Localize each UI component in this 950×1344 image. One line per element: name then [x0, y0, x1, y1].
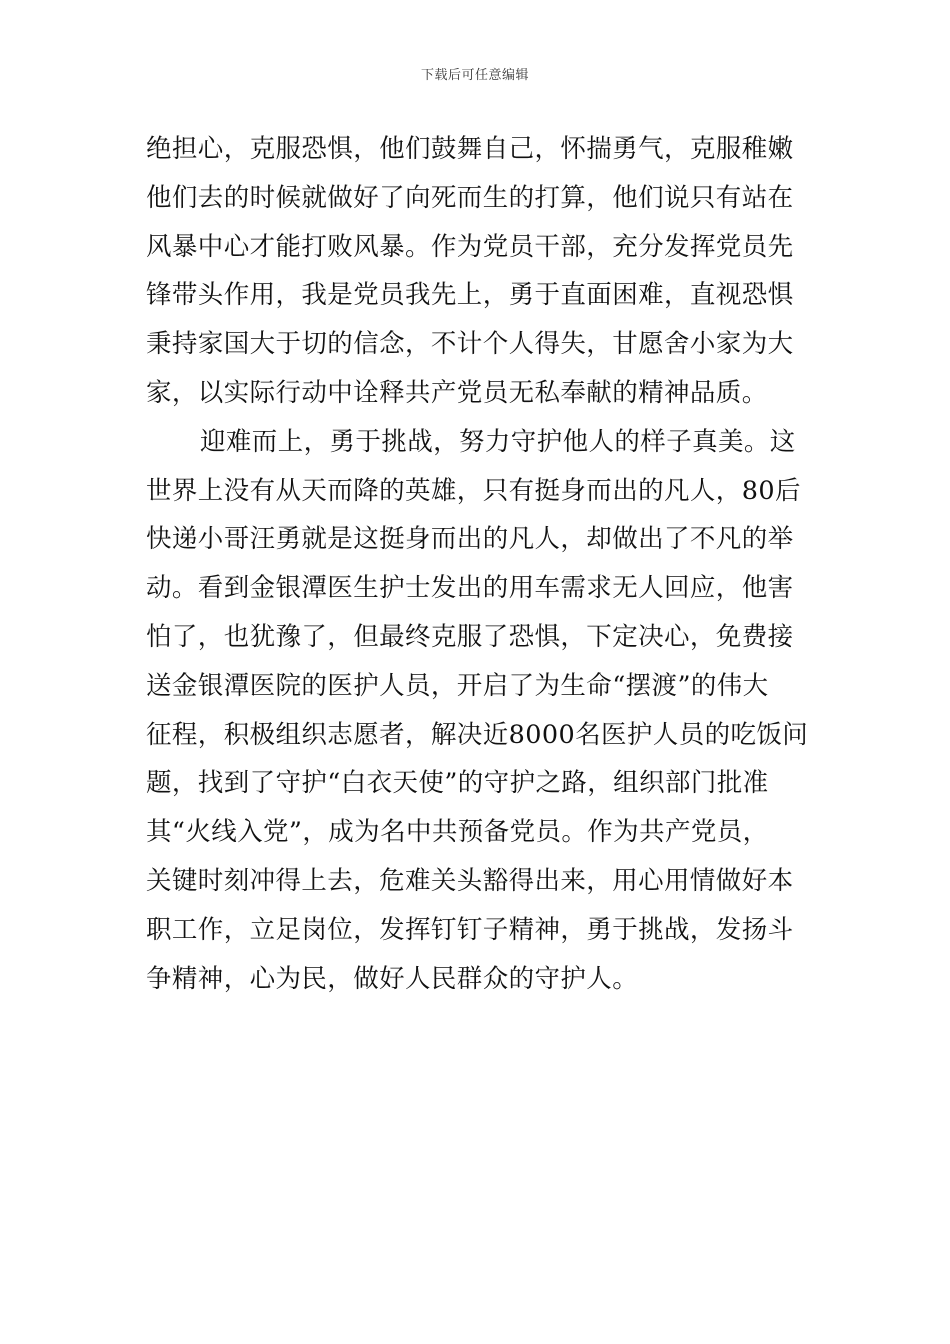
text-line: 迎难而上，勇于挑战，努力守护他人的样子真美。这 — [200, 426, 796, 457]
page-header: 下载后可任意编辑 — [420, 68, 529, 83]
text-line: 绝担心，克服恐惧，他们鼓舞自己，怀揣勇气，克服稚嫩 — [146, 134, 794, 164]
text-line: 秉持家国大于切的信念，不计个人得失，甘愿舍小家为大 — [146, 329, 794, 360]
text-line: 快递小哥汪勇就是这挺身而出的凡人，却做出了不凡的举 — [146, 524, 794, 555]
text-line: 征程，积极组织志愿者，解决近8000名医护人员的吃饭问 — [146, 719, 809, 750]
text-line: 其“火线入党”，成为名中共预备党员。作为共产党员， — [146, 817, 769, 848]
document-body — [146, 125, 809, 1003]
text-line: 世界上没有从天而降的英雄，只有挺身而出的凡人，80后 — [146, 475, 801, 506]
text-line: 关键时刻冲得上去，危难关头豁得出来，用心用情做好本 — [146, 865, 794, 896]
text-line: 怕了，也犹豫了，但最终克服了恐惧，下定决心，免费接 — [146, 621, 794, 652]
text-line: 锋带头作用，我是党员我先上，勇于直面困难，直视恐惧 — [146, 280, 794, 311]
paragraph-2 — [146, 418, 809, 1004]
text-line: 争精神，心为民，做好人民群众的守护人。 — [146, 963, 639, 994]
text-line: 动。看到金银潭医生护士发出的用车需求无人回应，他害 — [146, 573, 794, 604]
text-line: 他们去的时候就做好了向死而生的打算，他们说只有站在 — [146, 182, 794, 213]
text-line: 题，找到了守护“白衣天使”的守护之路，组织部门批准 — [146, 768, 769, 799]
text-line: 风暴中心才能打败风暴。作为党员干部，充分发挥党员先 — [146, 231, 794, 262]
text-line: 送金银潭医院的医护人员，开启了为生命“摆渡”的伟大 — [146, 670, 769, 701]
paragraph-1 — [146, 125, 806, 418]
text-line: 职工作，立足岗位，发挥钉钉子精神，勇于挑战，发扬斗 — [146, 914, 794, 945]
text-line: 家，以实际行动中诠释共产党员无私奉献的精神品质。 — [146, 377, 768, 408]
